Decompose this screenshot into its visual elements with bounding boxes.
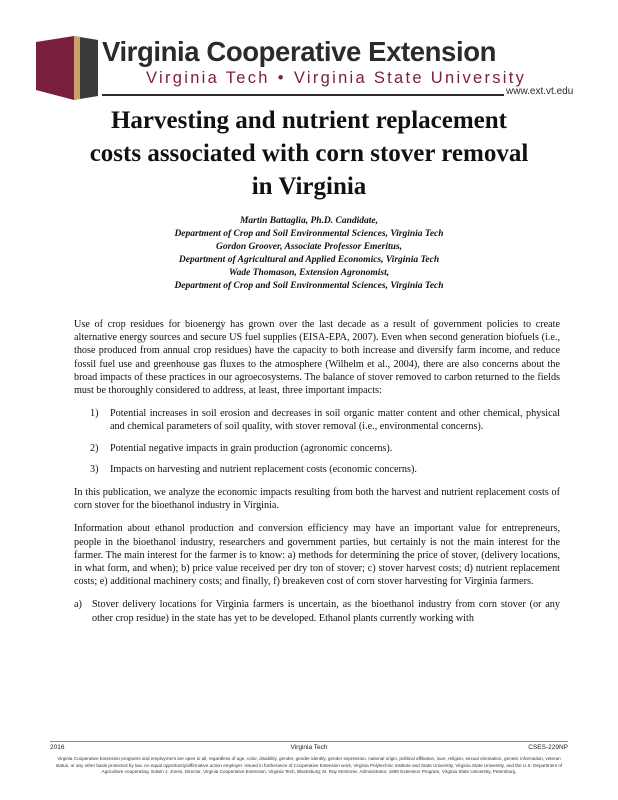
brand-rule [102, 94, 504, 96]
title-line: Harvesting and nutrient replacement [110, 107, 508, 134]
brand-sub-separator: • [277, 69, 286, 87]
header [36, 36, 574, 100]
author-name: Martin Battaglia, Ph.D. Candidate, [239, 216, 379, 226]
title-line: in Virginia [251, 173, 367, 200]
list-number: 1) [90, 408, 99, 420]
author-affiliation: Department of Agricultural and Applied Economics, Virginia Tech [178, 255, 440, 265]
brand-sub-vt: Virginia Tech [146, 69, 270, 87]
list-text: Impacts on harvesting and nutrient replacement costs (economic concerns). [110, 463, 417, 475]
delivery-locations-item [74, 598, 560, 624]
author-name: Gordon Groover, Associate Professor Emeritus, [216, 242, 402, 252]
list-text: Potential increases in soil erosion and decreases in soil organic matter content and other chemical, physical and chemical parameters of soil quality, with stover removal (i.e., environmental concerns). [110, 408, 560, 433]
list-text: Stover delivery locations for Virginia farmers is uncertain, as the bioethanol industry from corn stover (or any other crop residue) in the state has yet to be developed. Ethanol plants currently working with [92, 599, 560, 624]
brand-sub-vsu: Virginia State University [293, 69, 527, 87]
author-affiliation: Department of Crop and Soil Environmental Sciences, Virginia Tech [174, 281, 444, 291]
list-item [74, 407, 560, 433]
footer-legal-notice: Virginia Cooperative Extension programs and employment are open to all, regardless of age, color, disability, gender, gender identity, gender expression, national origin, political affiliation, race, religion, sexual orientation, genetic information, veteran status, or any other basis protected by law. An equal opportunity/affirmative action employer. Issued in furtherance of Cooperative Extension work, Virginia Polytechnic Institute and State University, Virginia State University, and the U.S. Department of Agriculture cooperating. Edwin J. Jones, Director, Virginia Cooperative Extension, Virginia Tech, Blacksburg; M. Ray McKinnie, Administrator, 1890 Extension Program, Virginia State University, Petersburg. [55, 756, 563, 775]
list-text: Potential negative impacts in grain production (agronomic concerns). [110, 442, 393, 454]
author-affiliation: Department of Crop and Soil Environmental Sciences, Virginia Tech [174, 229, 444, 239]
analysis-paragraph: In this publication, we analyze the economic impacts resulting from both the harvest and nutrient replacement costs of corn stover for the bioethanol industry in Virginia. [74, 487, 560, 512]
author-block [40, 215, 578, 293]
title-line: costs associated with corn stover removal [89, 140, 529, 167]
body-text [74, 318, 560, 635]
document-title [40, 104, 578, 203]
vce-logo-icon [36, 36, 98, 100]
list-letter: a) [74, 599, 82, 611]
list-number: 2) [90, 442, 99, 454]
author-name: Wade Thomason, Extension Agronomist, [228, 268, 390, 278]
farmer-interest-paragraph: Information about ethanol production and conversion efficiency may have an important value for entrepreneurs, people in the bioethanol industry, researchers and government parties, but certainly is not the main interest for the farmer. The main interest for the farmer is to know: a) methods for determining the price of stover, (delivery locations, in what form, and when); b) price value received per dry ton of stover; c) stover harvest costs; d) nutrient replacement costs; e) additional machinery costs; and finally, f) breakeven cost of corn stover harvesting for Virginia farmers. [74, 523, 560, 588]
list-number: 3) [90, 463, 99, 475]
intro-paragraph: Use of crop residues for bioenergy has grown over the last decade as a result of government policies to create alternative energy sources and secure US fuel supplies (EISA-EPA, 2007). Even when second generation biofuels (i.e., those produced from annual crop residues) have the capacity to both increase and diversify farm income, and reduce fossil fuel use and greenhouse gas fluxes to the atmosphere (Wilhelm et al., 2004), there are also concerns about the broad impacts of these practices in our agroecosystems. The balance of stover removed to carbon returned to the fields must be thoroughly considered to address, at least, three important impacts: [74, 319, 560, 397]
list-item [74, 442, 560, 455]
extension-url-link[interactable]: www.ext.vt.edu [506, 86, 574, 97]
brand-title: Virginia Cooperative Extension [102, 36, 496, 67]
footer-center: Virginia Tech [290, 744, 328, 751]
footer-year: 2016 [50, 744, 65, 751]
footer-rule [50, 741, 568, 742]
brand-subtitle [146, 68, 526, 88]
footer-publication-code: CSES-229NP [528, 744, 568, 751]
impacts-list [74, 407, 560, 476]
list-item [74, 463, 560, 476]
